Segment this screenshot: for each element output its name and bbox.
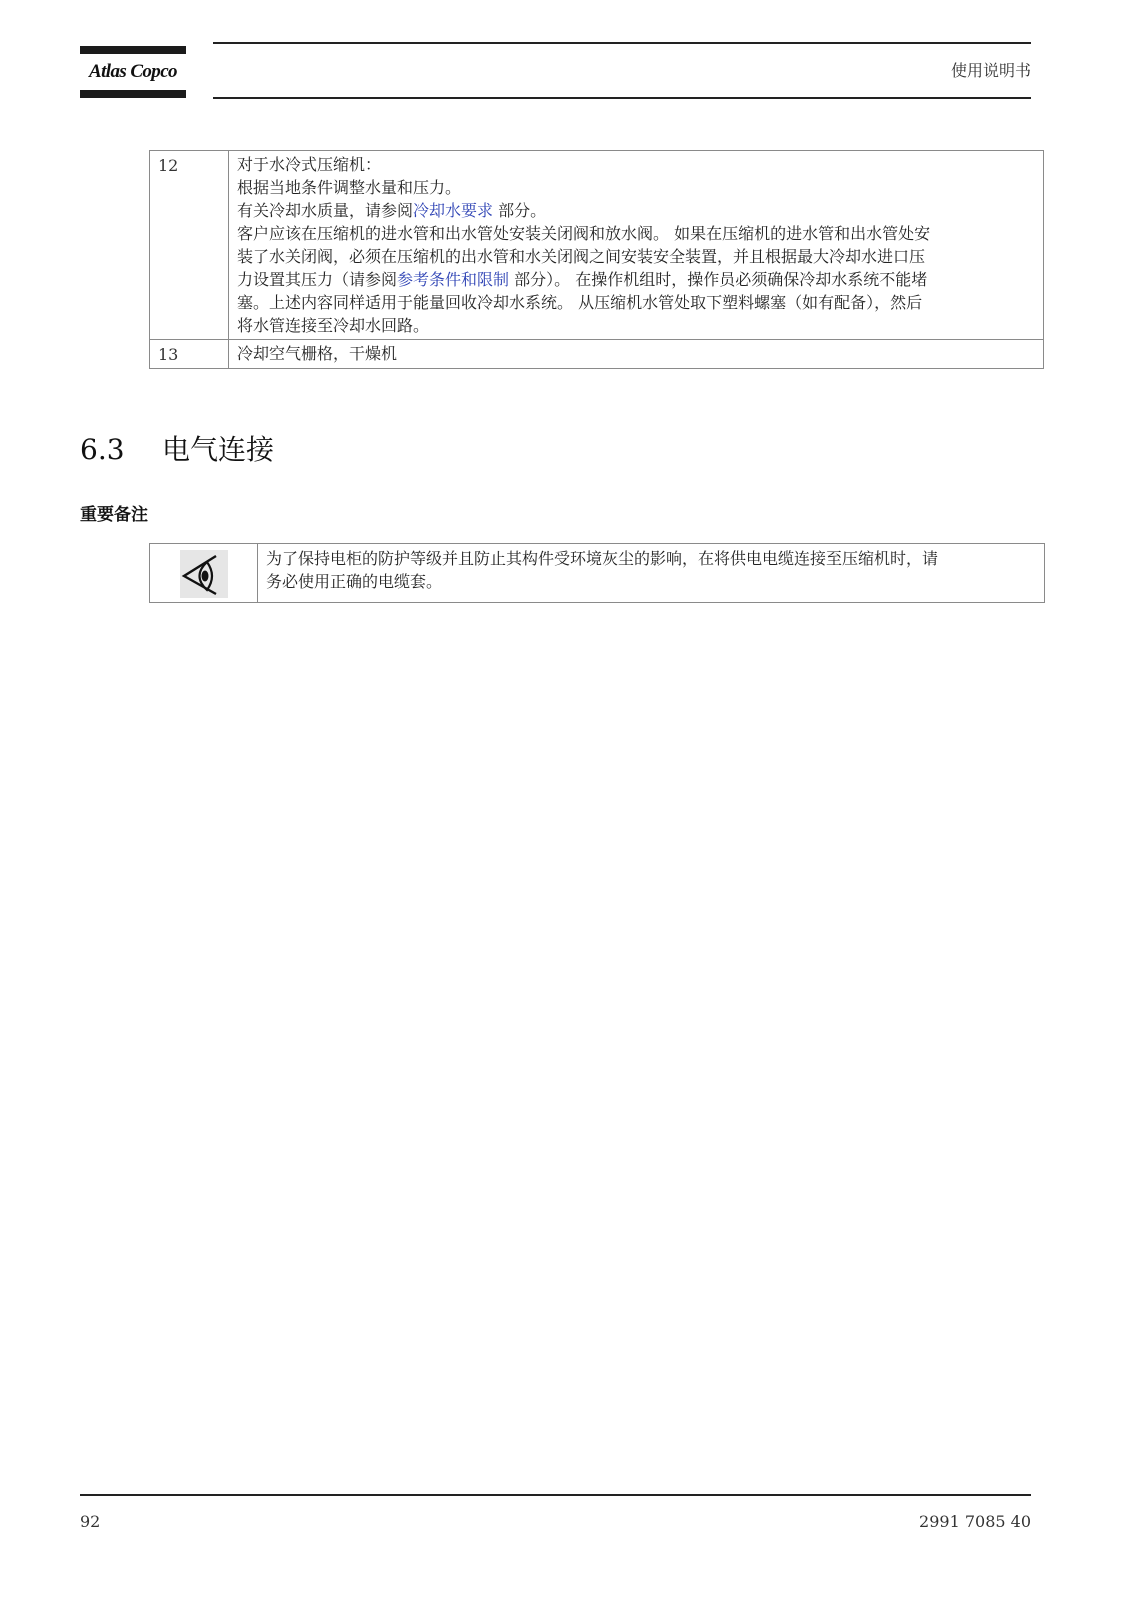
page-number: 92 [80,1512,101,1531]
note-table [149,543,1045,603]
section-number: 6.3 [80,433,125,466]
table-row [150,340,1044,369]
step-number: 13 [150,340,229,369]
step-number: 12 [150,151,229,340]
text-line [237,314,1037,337]
note-text [258,544,1045,603]
section-title: 电气连接 [162,433,275,466]
text-line [237,153,1037,176]
logo-bar-top [80,46,186,54]
text-segment: 有关冷却水质量，请参阅 [237,201,414,220]
text-segment: 冷却空气栅格，干燥机 [237,344,398,363]
text-segment: 部分。 [493,201,547,220]
logo-wordmark: Atlas Copco [89,61,177,82]
steps-table [149,150,1044,369]
table-row [150,544,1045,603]
text-segment: 装了水关闭阀，必须在压缩机的出水管和水关闭阀之间安装安全装置，并且根据最大冷却水进口压 [237,247,926,266]
text-line [237,291,1037,314]
text-line [237,268,1037,291]
text-segment: 对于水冷式压缩机： [237,155,382,174]
text-line [237,245,1037,268]
table-row [150,151,1044,340]
footer-rule [80,1494,1031,1496]
header-rule-top [213,42,1031,44]
important-note-heading: 重要备注 [80,505,148,525]
text-segment: 客户应该在压缩机的进水管和出水管处安装关闭阀和放水阀。 如果在压缩机的进水管和出水管处安 [237,224,931,243]
text-segment: 塞。上述内容同样适用于能量回收冷却水系统。 从压缩机水管处取下塑料螺塞（如有配备），然后 [237,293,923,312]
cooling-water-requirements-link[interactable]: 冷却水要求 [413,201,494,220]
note-icon-cell [150,544,258,603]
step-description [229,340,1044,369]
text-segment: 根据当地条件调整水量和压力。 [237,178,462,197]
text-segment: 力设置其压力（请参阅 [237,270,398,289]
document-title: 使用说明书 [950,61,1031,80]
text-line [237,199,1037,222]
text-segment: 将水管连接至冷却水回路。 [237,316,430,335]
reference-conditions-link[interactable]: 参考条件和限制 [397,270,510,289]
section-heading [80,428,274,468]
text-line [237,176,1037,199]
header-rule-bottom [213,97,1031,99]
document-number: 2991 7085 40 [919,1512,1031,1531]
text-segment: 部分）。 在操作机组时，操作员必须确保冷却水系统不能堵 [509,270,928,289]
text-line: 务必使用正确的电缆套。 [266,572,443,591]
step-description [229,151,1044,340]
text-line: 为了保持电柜的防护等级并且防止其构件受环境灰尘的影响，在将供电电缆连接至压缩机时，请 [266,549,939,568]
text-line [237,222,1037,245]
eye-warning-icon [180,550,228,598]
atlas-copco-logo [80,46,186,98]
text-line [237,342,1037,365]
logo-bar-bottom [80,90,186,98]
